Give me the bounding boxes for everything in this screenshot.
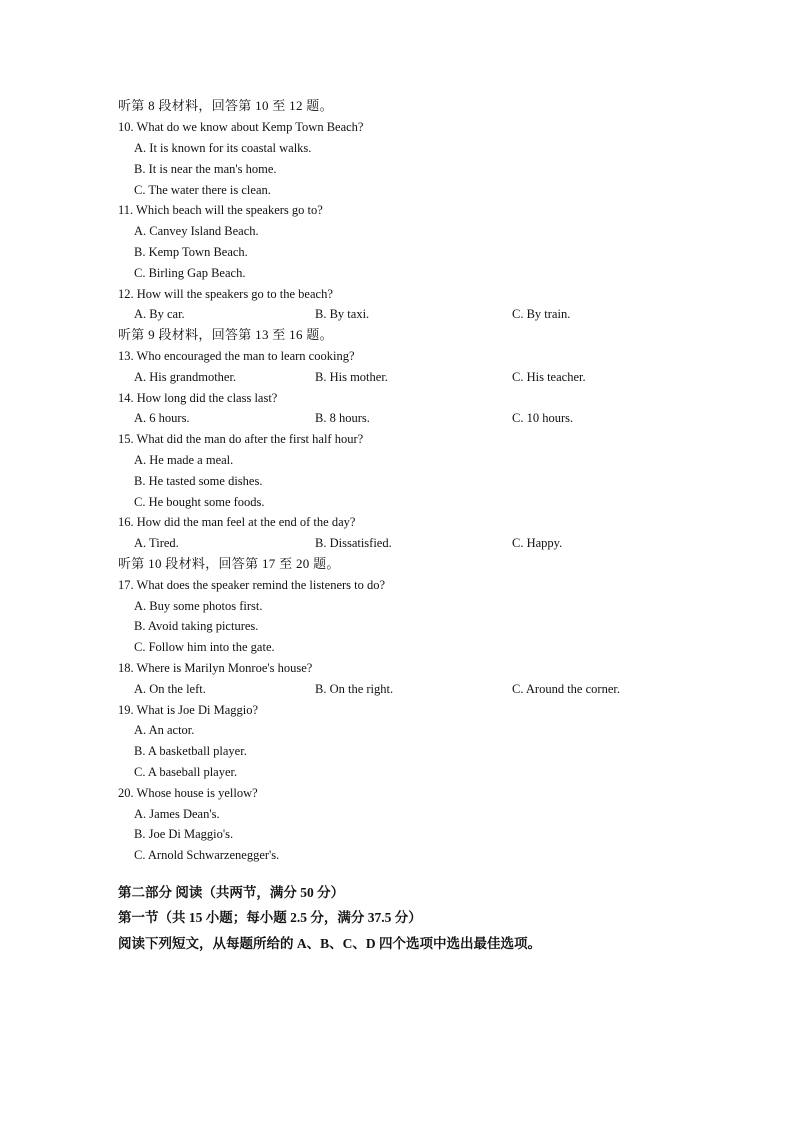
question-13-stem: 13. Who encouraged the man to learn cooking? — [118, 349, 355, 363]
question-18-option-b: B. On the right. — [315, 682, 394, 696]
part-two-title: 第二部分 阅读（共两节，满分 50 分） — [118, 885, 345, 900]
question-11-stem: 11. Which beach will the speakers go to? — [118, 203, 323, 217]
question-17-option-c: C. Follow him into the gate. — [134, 640, 275, 654]
question-11-option-a: A. Canvey Island Beach. — [134, 224, 259, 238]
question-19-option-b: B. A basketball player. — [134, 744, 247, 758]
question-16-option-a: A. Tired. — [134, 536, 179, 550]
section-heading-10: 听第 10 段材料，回答第 17 至 20 题。 — [118, 556, 340, 571]
question-10-option-c: C. The water there is clean. — [134, 183, 271, 197]
question-14-stem: 14. How long did the class last? — [118, 391, 278, 405]
question-17-option-b: B. Avoid taking pictures. — [134, 619, 259, 633]
question-17-stem: 17. What does the speaker remind the listeners to do? — [118, 578, 386, 592]
question-18-stem: 18. Where is Marilyn Monroe's house? — [118, 661, 313, 675]
section-heading-9: 听第 9 段材料，回答第 13 至 16 题。 — [118, 327, 333, 342]
question-11-option-b: B. Kemp Town Beach. — [134, 245, 248, 259]
question-15-option-c: C. He bought some foods. — [134, 495, 265, 509]
question-15-option-a: A. He made a meal. — [134, 453, 234, 467]
question-14-option-a: A. 6 hours. — [134, 411, 190, 425]
question-18-option-a: A. On the left. — [134, 682, 206, 696]
question-10-option-a: A. It is known for its coastal walks. — [134, 141, 312, 155]
section-heading-8: 听第 8 段材料，回答第 10 至 12 题。 — [118, 98, 333, 113]
section-one-title: 第一节（共 15 小题；每小题 2.5 分，满分 37.5 分） — [118, 910, 422, 925]
question-13-option-b: B. His mother. — [315, 370, 388, 384]
question-10-stem: 10. What do we know about Kemp Town Beach? — [118, 120, 364, 134]
question-15-option-b: B. He tasted some dishes. — [134, 474, 263, 488]
question-16-option-b: B. Dissatisfied. — [315, 536, 392, 550]
question-17-option-a: A. Buy some photos first. — [134, 599, 263, 613]
question-16-option-c: C. Happy. — [512, 536, 563, 550]
question-20-option-a: A. James Dean's. — [134, 807, 220, 821]
question-19-stem: 19. What is Joe Di Maggio? — [118, 703, 259, 717]
question-20-option-c: C. Arnold Schwarzenegger's. — [134, 848, 280, 862]
question-19-option-c: C. A baseball player. — [134, 765, 238, 779]
question-19-option-a: A. An actor. — [134, 723, 195, 737]
question-12-stem: 12. How will the speakers go to the beach? — [118, 287, 333, 301]
question-10-option-b: B. It is near the man's home. — [134, 162, 277, 176]
question-12-option-c: C. By train. — [512, 307, 571, 321]
question-13-option-c: C. His teacher. — [512, 370, 586, 384]
question-20-option-b: B. Joe Di Maggio's. — [134, 827, 234, 841]
question-15-stem: 15. What did the man do after the first half hour? — [118, 432, 364, 446]
question-13-option-a: A. His grandmother. — [134, 370, 237, 384]
question-12-option-a: A. By car. — [134, 307, 185, 321]
question-20-stem: 20. Whose house is yellow? — [118, 786, 258, 800]
question-11-option-c: C. Birling Gap Beach. — [134, 266, 246, 280]
question-16-stem: 16. How did the man feel at the end of the day? — [118, 515, 356, 529]
reading-instruction: 阅读下列短文，从每题所给的 A、B、C、D 四个选项中选出最佳选项。 — [118, 936, 542, 951]
question-14-option-b: B. 8 hours. — [315, 411, 370, 425]
question-18-option-c: C. Around the corner. — [512, 682, 620, 696]
question-14-option-c: C. 10 hours. — [512, 411, 574, 425]
question-12-option-b: B. By taxi. — [315, 307, 370, 321]
